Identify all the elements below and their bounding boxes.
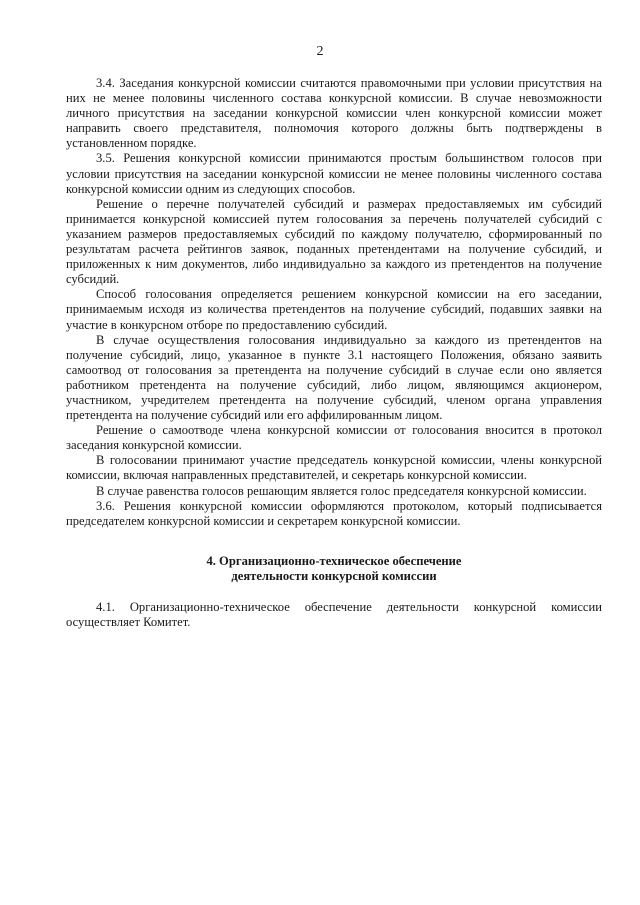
section-4-heading (66, 554, 602, 584)
paragraph-individual-voting: В случае осуществления голосования индивидуально за каждого из претендентов на получение субсидий, лицо, указанное в пункте 3.1 настоящего Положения, обязано заявить самоотвод от голосования за претендента на получение субсидий в случае если оно является работником претендента на получение субсидий, либо лицом, являющимся акционером, участником, учредителем претендента на получение субсидий, членом органа управления претендента на получение субсидий или его аффилированным лицом. (66, 332, 602, 423)
paragraph-3-6: 3.6. Решения конкурсной комиссии оформляются протоколом, который подписывается председателем конкурсной комиссии и секретарем конкурсной комиссии. (66, 498, 602, 528)
paragraph-voting-participants: В голосовании принимают участие председатель конкурсной комиссии, члены конкурсной комиссии, включая направленных представителей, и секретарь конкурсной комиссии. (66, 453, 602, 483)
paragraph-recipients-decision: Решение о перечне получателей субсидий и размерах предоставляемых им субсидий принимается конкурсной комиссией путем голосования за перечень получателей субсидий с указанием размеров предоставляемых субсидий по каждому получателю, сформированный по результатам расчета рейтингов заявок, поданных претендентами на получение субсидий, и приложенных к ним документов, либо индивидуально за каждого из претендентов на получение субсидий. (66, 196, 602, 287)
section-4-heading-line1: 4. Организационно-техническое обеспечение (206, 553, 462, 568)
document-body (66, 76, 602, 630)
paragraph-recusal-protocol: Решение о самоотводе члена конкурсной комиссии от голосования вносится в протокол заседания конкурсной комиссии. (66, 423, 602, 453)
paragraph-4-1: 4.1. Организационно-техническое обеспечение деятельности конкурсной комиссии осуществляет Комитет. (66, 600, 602, 630)
page-number: 2 (316, 44, 324, 59)
paragraph-3-5: 3.5. Решения конкурсной комиссии принимаются простым большинством голосов при условии присутствия на заседании конкурсной комиссии не менее половины численного состава конкурсной комиссии одним из следующих способов. (66, 151, 602, 196)
paragraph-voting-method: Способ голосования определяется решением конкурсной комиссии на его заседании, принимаемым исходя из количества претендентов на получение субсидий, подавших заявки на участие в конкурсном отборе по предоставлению субсидий. (66, 287, 602, 332)
paragraph-3-4: 3.4. Заседания конкурсной комиссии считаются правомочными при условии присутствия на них не менее половины численного состава конкурсной комиссии. В случае невозможности личного присутствия на заседании конкурсной комиссии член конкурсной комиссии может направить своего представителя, полномочия которого должны быть подтверждены в установленном порядке. (66, 76, 602, 151)
paragraph-tie-vote: В случае равенства голосов решающим является голос председателя конкурсной комиссии. (96, 483, 587, 498)
section-4-heading-line2: деятельности конкурсной комиссии (231, 568, 437, 583)
